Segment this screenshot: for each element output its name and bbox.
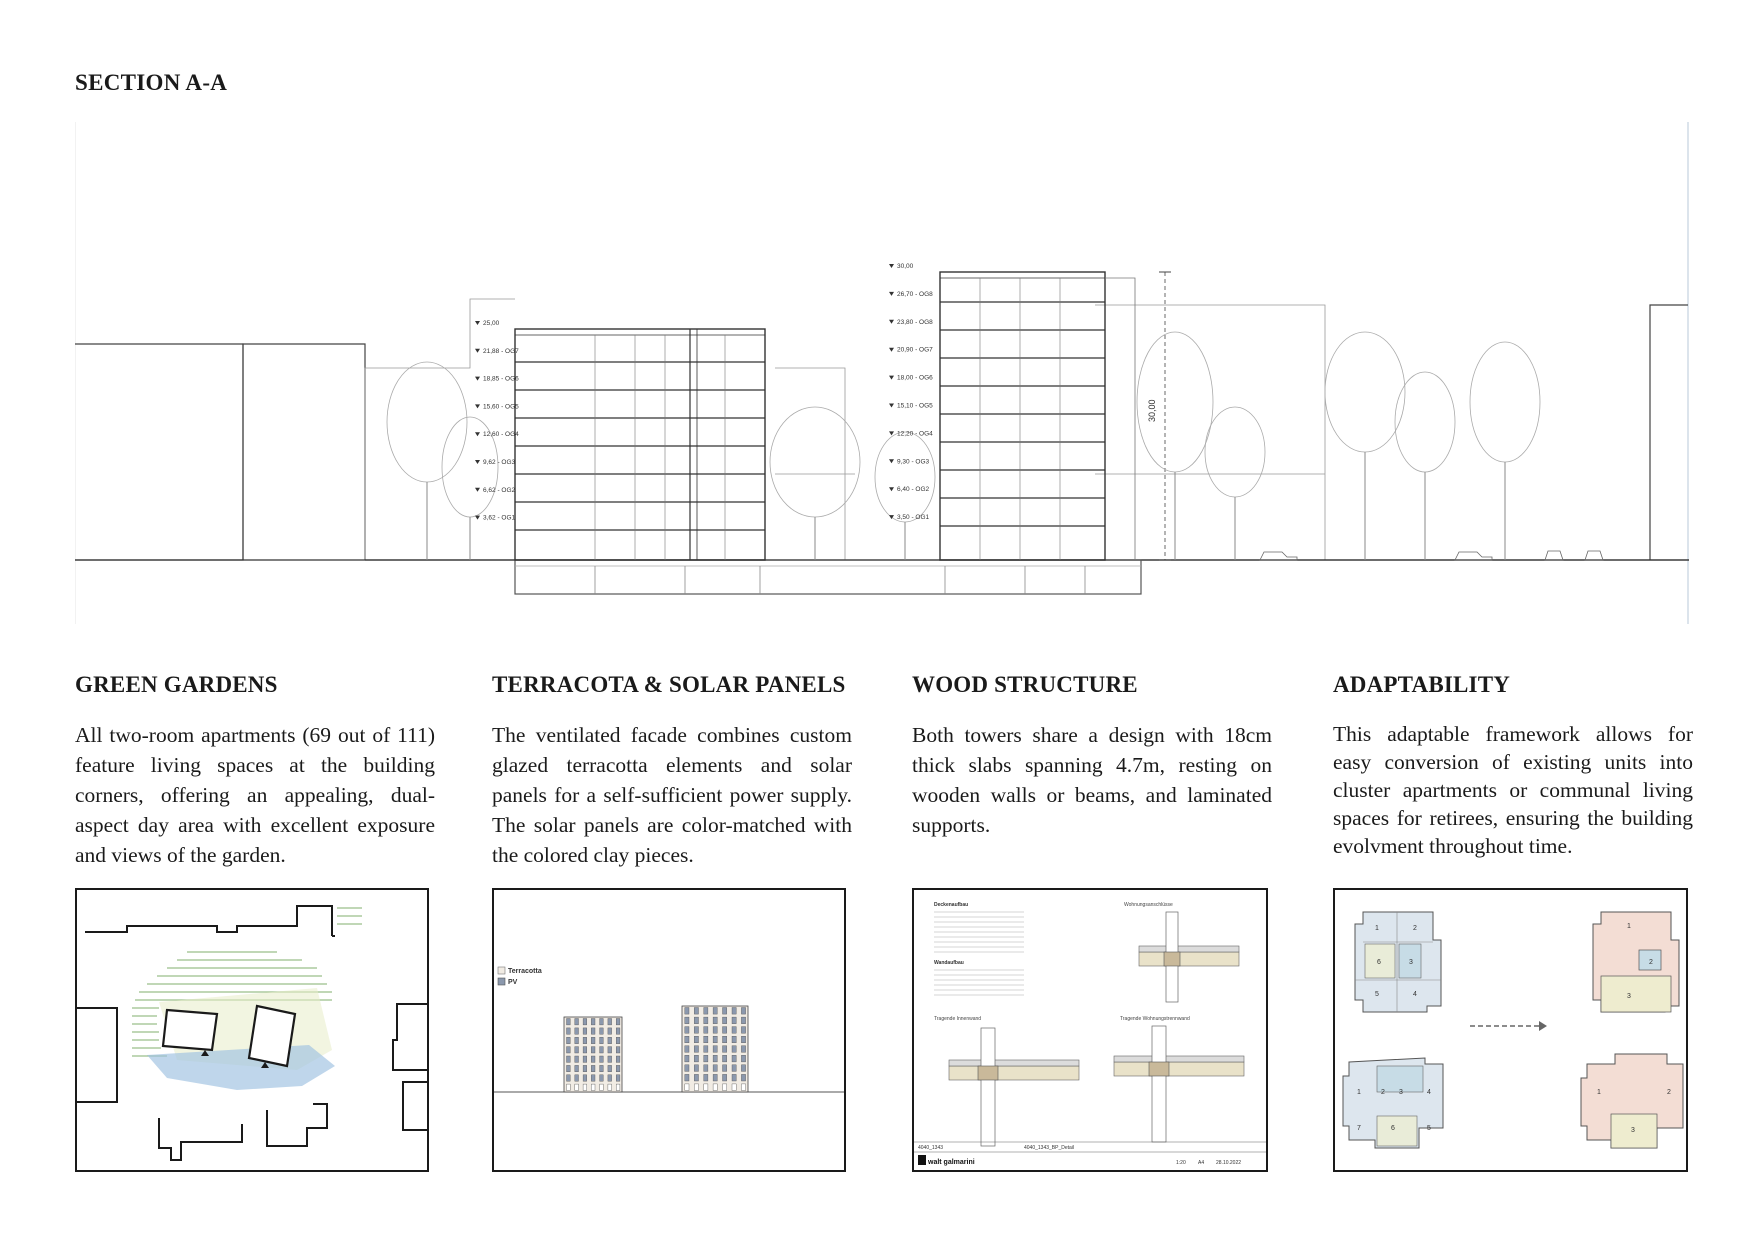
level-left-marker [475, 404, 480, 408]
conversion-arrow [1470, 1021, 1547, 1031]
level-right-marker [889, 459, 894, 463]
level-right-label: 23,80 - OG8 [897, 318, 933, 326]
page-title: SECTION A-A [75, 70, 228, 95]
level-right-marker [889, 320, 894, 324]
height-dim-label: 30,00 [1147, 399, 1157, 422]
svg-text:1: 1 [1597, 1089, 1601, 1096]
sheet-date: 28.10.2022 [1216, 1160, 1242, 1166]
svg-text:4: 4 [1413, 991, 1417, 998]
svg-text:3: 3 [1631, 1127, 1635, 1134]
level-left-label: 3,62 - OG1 [483, 514, 516, 522]
sheet-label-innenwand: Tragende Innenwand [934, 1016, 982, 1022]
svg-text:1: 1 [1375, 925, 1379, 932]
level-right-marker [889, 404, 894, 408]
level-right-label: 6,40 - OG2 [897, 486, 930, 494]
wood-detail-top [1139, 912, 1239, 1002]
level-left-label: 12,60 - OG4 [483, 431, 519, 439]
svg-text:2: 2 [1413, 925, 1417, 932]
column-green-gardens [75, 672, 435, 870]
cars [1260, 551, 1603, 560]
column-terracota-solar [492, 672, 852, 870]
sheet-label-deckenaufbau: Deckenaufbau [934, 902, 969, 908]
basement [515, 560, 1141, 594]
text-green-gardens: All two-room apartments (69 out of 111) feature living spaces at the building corners, offering an appealing, dual-aspect day area with excellent exposure and views of the garden. [75, 723, 435, 867]
wood-detail-sheet-thumbnail [912, 888, 1268, 1172]
height-dimension [1159, 272, 1171, 560]
text-wood-structure: Both towers share a design with 18cm thick slabs spanning 4.7m, resting on wooden walls or beams, and laminated supports. [912, 723, 1272, 837]
level-left-label: 21,88 - OG7 [483, 347, 519, 355]
sheet-drawing: 4040_1343_BP_Detail [1024, 1145, 1075, 1151]
column-wood-structure [912, 672, 1272, 840]
level-right-label: 12,20 - OG4 [897, 430, 933, 438]
level-left-marker [475, 321, 480, 325]
level-right-label: 9,30 - OG3 [897, 458, 930, 466]
level-right-marker [889, 487, 894, 491]
level-right-label: 18,00 - OG6 [897, 374, 933, 382]
plan-converted-top [1593, 912, 1679, 1012]
heading-wood-structure: WOOD STRUCTURE [912, 672, 1138, 697]
level-right-marker [889, 431, 894, 435]
svg-text:2: 2 [1649, 959, 1653, 966]
svg-text:2: 2 [1381, 1089, 1385, 1096]
heading-terracota-solar: TERRACOTA & SOLAR PANELS [492, 672, 846, 697]
level-right-marker [889, 264, 894, 268]
column-adaptability [1333, 672, 1693, 860]
level-right-label: 15,10 - OG5 [897, 402, 933, 410]
svg-text:5: 5 [1427, 1125, 1431, 1132]
svg-text:3: 3 [1627, 993, 1631, 1000]
sheet-label-wandaufbau: Wandaufbau [934, 960, 964, 966]
sheet-scale: 1:20 [1176, 1160, 1186, 1166]
svg-text:4: 4 [1427, 1089, 1431, 1096]
legend-terracotta: Terracotta [508, 968, 542, 975]
facade-elevation-thumbnail [492, 888, 846, 1172]
svg-text:3: 3 [1399, 1089, 1403, 1096]
svg-text:1: 1 [1627, 923, 1631, 930]
level-right-label: 3,50 - OG1 [897, 514, 930, 522]
sheet-project: 4040_1343 [918, 1145, 944, 1151]
heading-adaptability: ADAPTABILITY [1333, 672, 1511, 697]
level-right-marker [889, 292, 894, 296]
sheet-label-anschluss: Wohnungsanschlüsse [1124, 902, 1173, 908]
svg-text:1: 1 [1357, 1089, 1361, 1096]
level-left-marker [475, 488, 480, 492]
elevation-tower-left [564, 1017, 622, 1092]
wood-detail-left [949, 1028, 1079, 1146]
level-right-label: 20,90 - OG7 [897, 346, 933, 354]
site-plan-thumbnail [75, 888, 429, 1172]
level-left-label: 15,60 - OG5 [483, 403, 519, 411]
level-left-marker [475, 349, 480, 353]
svg-text:6: 6 [1391, 1125, 1395, 1132]
level-left-marker [475, 516, 480, 520]
svg-text:6: 6 [1377, 959, 1381, 966]
svg-text:5: 5 [1375, 991, 1379, 998]
text-adaptability: This adaptable framework allows for easy conversion of existing units into cluster apartments or communal living spaces for retirees, ensuring the building evolvment throughout time. [1333, 722, 1693, 858]
trees [387, 332, 1540, 522]
left-tower [515, 329, 765, 560]
level-left-marker [475, 460, 480, 464]
adaptability-plans-thumbnail [1333, 888, 1688, 1172]
svg-text:7: 7 [1357, 1125, 1361, 1132]
level-left-label: 9,62 - OG3 [483, 459, 516, 466]
text-terracota-solar: The ventilated facade combines custom glazed terracotta elements and solar panels for a self-sufficient power supply. The solar panels are color-matched with the colored clay pieces. [492, 723, 852, 867]
heading-green-gardens: GREEN GARDENS [75, 672, 278, 697]
svg-text:3: 3 [1409, 959, 1413, 966]
right-tower [940, 272, 1135, 560]
sheet-firm: walt galmarini [928, 1159, 975, 1166]
level-left-marker [475, 432, 480, 436]
level-left-label: 6,62 - OG2 [483, 486, 516, 494]
level-right-label: 30,00 [897, 263, 914, 270]
level-right-marker [889, 348, 894, 352]
level-right-label: 26,70 - OG8 [897, 290, 933, 298]
context-buildings [75, 305, 1688, 560]
sheet-label-trennwand: Tragende Wohnungstrennwand [1120, 1016, 1190, 1022]
elevation-tower-right [682, 1006, 748, 1092]
section-drawing [75, 122, 1689, 624]
level-left-marker [475, 377, 480, 381]
level-left-label: 25,00 [483, 320, 500, 327]
level-right-marker [889, 376, 894, 380]
sheet-format: A4 [1198, 1160, 1205, 1166]
level-left-label: 18,85 - OG6 [483, 375, 519, 383]
legend-pv: PV [508, 979, 518, 986]
svg-text:2: 2 [1667, 1089, 1671, 1096]
wood-detail-right [1114, 1026, 1244, 1142]
